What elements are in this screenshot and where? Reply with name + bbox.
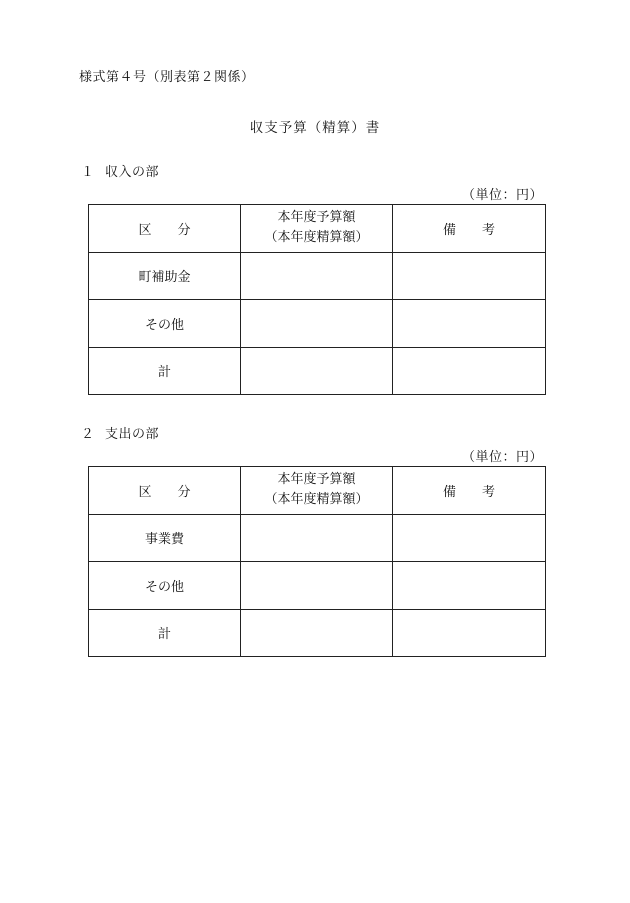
amount-header bbox=[241, 205, 393, 253]
amount-cell[interactable] bbox=[241, 300, 393, 348]
amount-cell[interactable] bbox=[241, 514, 393, 562]
amount-header bbox=[241, 467, 393, 515]
amount-cell[interactable] bbox=[241, 252, 393, 300]
income-section-number: １ bbox=[81, 165, 95, 180]
category-cell: 計 bbox=[89, 609, 241, 657]
amount-header-line2: （本年度精算額） bbox=[264, 230, 369, 246]
remarks-header: 備考 bbox=[393, 467, 546, 515]
expense-section-title: 支出の部 bbox=[105, 427, 160, 442]
category-cell: 事業費 bbox=[89, 514, 241, 562]
expense-section-heading bbox=[81, 423, 159, 442]
document-title: 収支予算（精算）書 bbox=[249, 120, 381, 136]
amount-cell[interactable] bbox=[241, 562, 393, 610]
category-cell: その他 bbox=[89, 300, 241, 348]
table-row bbox=[89, 347, 546, 395]
amount-cell[interactable] bbox=[241, 609, 393, 657]
category-header: 区分 bbox=[89, 467, 241, 515]
amount-header-line2: （本年度精算額） bbox=[264, 492, 369, 508]
income-section-title: 収入の部 bbox=[105, 165, 160, 180]
remarks-cell[interactable] bbox=[393, 514, 546, 562]
remarks-cell[interactable] bbox=[393, 252, 546, 300]
table-row bbox=[89, 252, 546, 300]
remarks-cell[interactable] bbox=[393, 562, 546, 610]
category-cell: 町補助金 bbox=[89, 252, 241, 300]
category-header: 区分 bbox=[89, 205, 241, 253]
amount-header-line1: 本年度予算額 bbox=[277, 472, 356, 488]
category-cell: その他 bbox=[89, 562, 241, 610]
expense-section-number: ２ bbox=[81, 427, 95, 442]
amount-header-line1: 本年度予算額 bbox=[277, 210, 356, 226]
remarks-cell[interactable] bbox=[393, 300, 546, 348]
category-cell: 計 bbox=[89, 347, 241, 395]
table-row bbox=[89, 609, 546, 657]
table-row bbox=[89, 300, 546, 348]
remarks-cell[interactable] bbox=[393, 347, 546, 395]
income-unit-label: （単位：円） bbox=[461, 188, 543, 203]
table-header-row bbox=[89, 205, 546, 253]
income-section-heading bbox=[81, 161, 159, 180]
table-row bbox=[89, 562, 546, 610]
remarks-cell[interactable] bbox=[393, 609, 546, 657]
remarks-header: 備考 bbox=[393, 205, 546, 253]
form-number: 様式第４号（別表第２関係） bbox=[79, 70, 255, 85]
table-header-row bbox=[89, 467, 546, 515]
expense-unit-label: （単位：円） bbox=[461, 450, 543, 465]
expense-table bbox=[88, 466, 546, 657]
table-row bbox=[89, 514, 546, 562]
income-table bbox=[88, 204, 546, 395]
amount-cell[interactable] bbox=[241, 347, 393, 395]
